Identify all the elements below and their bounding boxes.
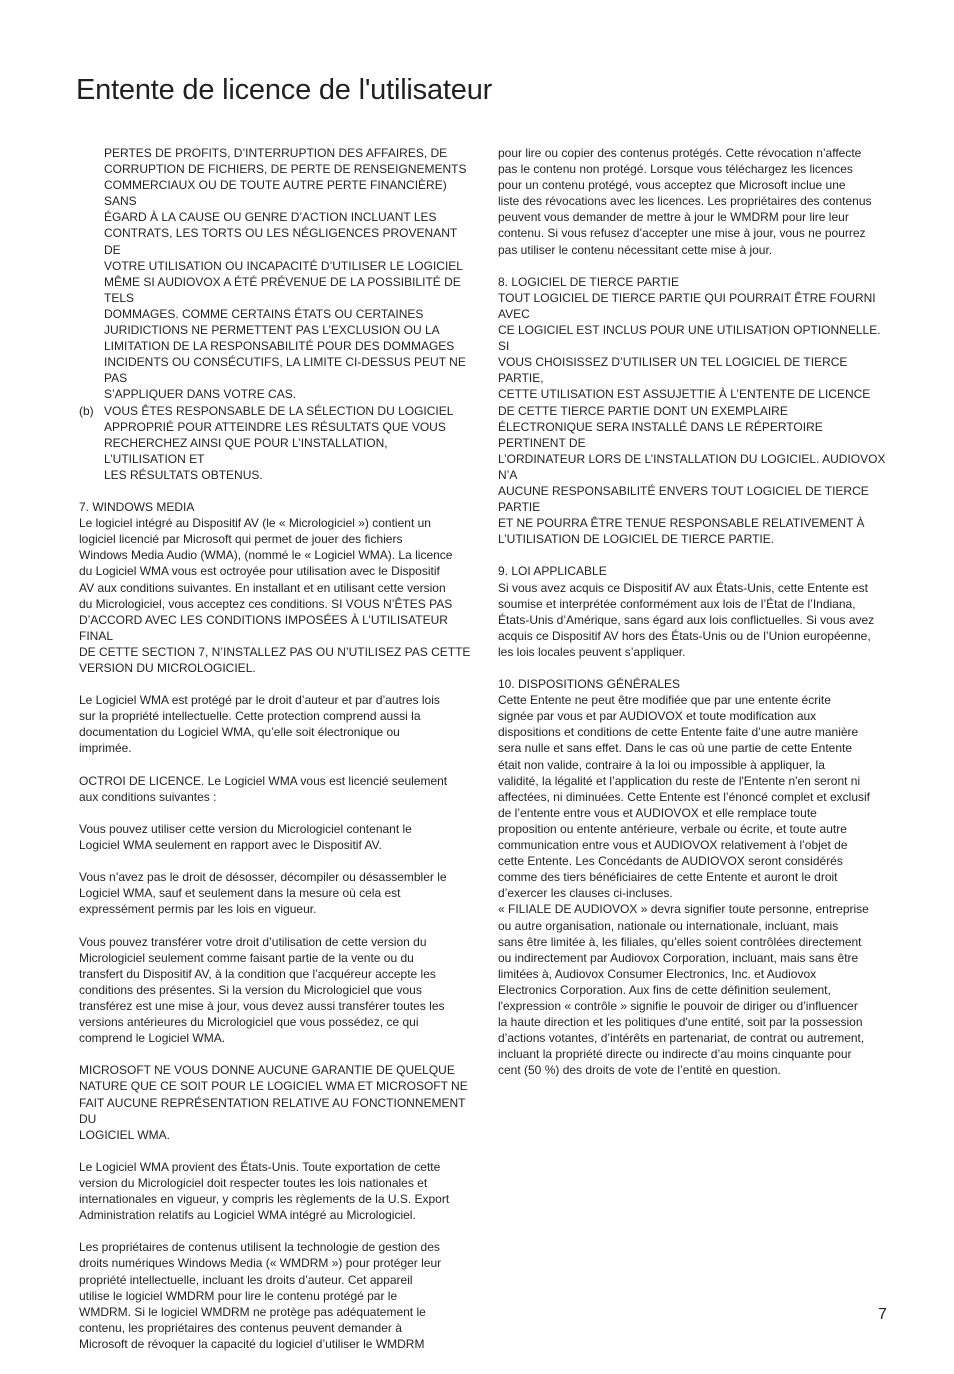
section-10-heading: 10. DISPOSITIONS GÉNÉRALES (498, 677, 681, 692)
section-8-heading: 8. LOGICIEL DE TIERCE PARTIE (498, 274, 679, 289)
section-7-paragraph: Le Logiciel WMA provient des États-Unis. Toute exportation de cette version du Micrologiciel doit respecter toutes les lois nationales et internationales en vigueur, y compris les règlements de la U.S. Export Administration relatifs au Logiciel WMA intégré au Micrologiciel. (79, 1159, 450, 1223)
clause-a-continuation: PERTES DE PROFITS, D’INTERRUPTION DES AFFAIRES, DE CORRUPTION DE FICHIERS, DE PERTE DE RENSEIGNEMENTS COMMERCIAUX OU DE TOUTE AUTRE PERTE FINANCIÈRE) SANS ÉGARD À LA CAUSE OU GENRE D’ACTION INCLUANT LES CONTRATS, LES TORTS OU LES NÉGLIGENCES PROVENANT DE VOTRE UTILISATION OU INCAPACITÉ D’UTILISER LE LOGICIEL MÊME SI AUDIOVOX A ÉTÉ PRÉVENUE DE LA POSSIBILITÉ DE TELS DOMMAGES. COMME CERTAINS ÉTATS OU CERTAINES JURIDICTIONS NE PERMETTENT PAS L’EXCLUSION OU LA LIMITATION DE LA RESPONSABILITÉ POUR DES DOMMAGES INCIDENTS OU CONSÉCUTIFS, LA LIMITE CI-DESSUS PEUT NE PAS S’APPLIQUER DANS VOTRE CAS. (104, 146, 467, 402)
page-number: 7 (878, 1306, 887, 1323)
section-7-paragraph: Le Logiciel WMA est protégé par le droit d’auteur et par d’autres lois sur la propriété intellectuelle. Cette protection comprend aussi la documentation du Logiciel WMA, qu’elle soit électronique ou imprimée. (79, 693, 440, 756)
section-10 (498, 676, 892, 1078)
section-7-heading: 7. WINDOWS MEDIA (79, 500, 195, 515)
section-8 (498, 274, 892, 548)
section-10-paragraph: Cette Entente ne peut être modifiée que par une entente écrite signée par vous et par AUDIOVOX et toute modification aux dispositions et conditions de cette Entente faite d’une autre manière sera nulle et sans effet. Dans le cas où une partie de cette Entente était non valide, contraire à la loi ou impossible à appliquer, la validité, la légalité et l’application du reste de l'Entente n'en seront ni affectées, ni diminuées. Cette Entente est l’énoncé complet et exclusif de l’entente entre vous et AUDIOVOX et elle remplace toute proposition ou entente antérieure, verbale ou écrite, et toute autre communication entre vous et AUDIOVOX relativement à l’objet de cette Entente. Les Concédants de AUDIOVOX seront considérés comme des tiers bénéficiaires de cette Entente et auront le droit d’exercer les clauses ci-incluses. (498, 693, 870, 901)
clause-b-text: VOUS ÊTES RESPONSABLE DE LA SÉLECTION DU LOGICIEL APPROPRIÉ POUR ATTEINDRE LES RÉSULTATS QUE VOUS RECHERCHEZ AINSI QUE POUR L’INSTALLATION, L’UTILISATION ET LES RÉSULTATS OBTENUS. (104, 403, 454, 482)
section-7 (79, 499, 471, 1352)
section-8-text: TOUT LOGICIEL DE TIERCE PARTIE QUI POURRAIT ÊTRE FOURNI AVEC CE LOGICIEL EST INCLUS POUR UNE UTILISATION OPTIONNELLE. SI VOUS CHOISISSEZ D’UTILISER UN TEL LOGICIEL DE TIERCE PARTIE, CETTE UTILISATION EST ASSUJETTIE À L’ENTENTE DE LICENCE DE CETTE TIERCE PARTIE DONT UN EXEMPLAIRE ÉLECTRONIQUE SERA INSTALLÉ DANS LE RÉPERTOIRE PERTINENT DE L’ORDINATEUR LORS DE L’INSTALLATION DU LOGICIEL. AUDIOVOX N’A AUCUNE RESPONSABILITÉ ENVERS TOUT LOGICIEL DE TIERCE PARTIE ET NE POURRA ÊTRE TENUE RESPONSABLE RELATIVEMENT À L’UTILISATION DE LOGICIEL DE TIERCE PARTIE. (498, 290, 886, 547)
section-7-paragraph: Le logiciel intégré au Dispositif AV (le « Micrologiciel ») contient un logiciel licencié par Microsoft qui permet de jouer des fichiers Windows Media Audio (WMA), (nommé le « Logiciel WMA). La licence du Logiciel WMA vous est octroyée pour utilisation avec le Dispositif AV aux conditions suivantes. En installant et en utilisant cette version du Micrologiciel, vous acceptez ces conditions. SI VOUS N’ÊTES PAS D’ACCORD AVEC LES CONDITIONS IMPOSÉES À L’UTILISATEUR FINAL DE CETTE SECTION 7, N’INSTALLEZ PAS OU N’UTILISEZ PAS CETTE VERSION DU MICROLOGICIEL. (79, 516, 471, 675)
section-10-paragraph: « FILIALE DE AUDIOVOX » devra signifier toute personne, entreprise ou autre organisation, nationale ou internationale, incluant, mais sans être limitée à, les filiales, qu’elles soient contrôlées directement ou indirectement par Audiovox Corporation, incluant, mais sans être limitées à, Audiovox Consumer Electronics, Inc. et Audiovox Electronics Corporation. Aux fins de cette définition seulement, l'expression « contrôle » signifie le pouvoir de diriger ou d’influencer la haute direction et les politiques d'une entité, soit par la possession d’actions votantes, d’intérêts en partenariat, de contrat ou autrement, incluant la propriété directe ou indirecte d’au moins cinquante pour cent (50 %) des droits de vote de l’entité en question. (498, 902, 869, 1078)
clause-b (79, 403, 471, 483)
section-7-paragraph: Vous pouvez utiliser cette version du Micrologiciel contenant le Logiciel WMA seulement en rapport avec le Dispositif AV. (79, 821, 412, 853)
section-7-paragraph-continued: pour lire ou copier des contenus protégés. Cette révocation n’affecte pas le contenu non protégé. Lorsque vous téléchargez les licences pour un contenu protégé, vous acceptez que Microsoft inclue une liste des révocations avec les licences. Les propriétaires des contenus peuvent vous demander de mettre à jour le WMDRM pour lire leur contenu. Si vous refusez d’accepter une mise à jour, vous ne pourrez pas utiliser le contenu nécessitant cette mise à jour. (498, 146, 872, 257)
page-title: Entente de licence de l'utilisateur (76, 74, 493, 106)
section-7-paragraph: OCTROI DE LICENCE. Le Logiciel WMA vous est licencié seulement aux conditions suivantes : (79, 773, 448, 804)
clause-b-marker: (b) (79, 403, 94, 418)
left-column (79, 145, 471, 1352)
section-7-paragraph: Vous pouvez transférer votre droit d’utilisation de cette version du Micrologiciel seulement comme faisant partie de la vente ou du transfert du Dispositif AV, à la condition que l’acquéreur accepte les conditions des présentes. Si la version du Micrologiciel que vous transférez est une mise à jour, vous devez aussi transférer toutes les versions antérieures du Micrologiciel que vous possédez, ce qui comprend le Logiciel WMA. (79, 934, 445, 1046)
section-9-text: Si vous avez acquis ce Dispositif AV aux États-Unis, cette Entente est soumise et interprétée conformément aux lois de l’État de l’Indiana, États-Unis d’Amérique, sans égard aux lois conflictuelles. Si vous avez acquis ce Dispositif AV hors des États-Unis ou de l’Union européenne, les lois locales peuvent s’appliquer. (498, 580, 875, 659)
section-7-paragraph: Vous n’avez pas le droit de désosser, décompiler ou désassembler le Logiciel WMA, sauf et seulement dans la mesure où cela est expressément permis par les lois en vigueur. (79, 870, 447, 917)
section-7-paragraph: MICROSOFT NE VOUS DONNE AUCUNE GARANTIE DE QUELQUE NATURE QUE CE SOIT POUR LE LOGICIEL WMA ET MICROSOFT NE FAIT AUCUNE REPRÉSENTATION RELATIVE AU FONCTIONNEMENT DU LOGICIEL WMA. (79, 1063, 468, 1142)
section-9-heading: 9. LOI APPLICABLE (498, 564, 607, 579)
section-7-paragraph: Les propriétaires de contenus utilisent la technologie de gestion des droits numériques Windows Media (« WMDRM ») pour protéger leur propriété intellectuelle, incluant les droits d’auteur. Cet appareil utilise le logiciel WMDRM pour lire le contenu protégé par le WMDRM. Si le logiciel WMDRM ne protège pas adéquatement le contenu, les propriétaires des contenus peuvent demander à Microsoft de révoquer la capacité du logiciel d’utiliser le WMDRM (79, 1240, 442, 1351)
section-9 (498, 563, 892, 660)
right-column (498, 145, 892, 1078)
